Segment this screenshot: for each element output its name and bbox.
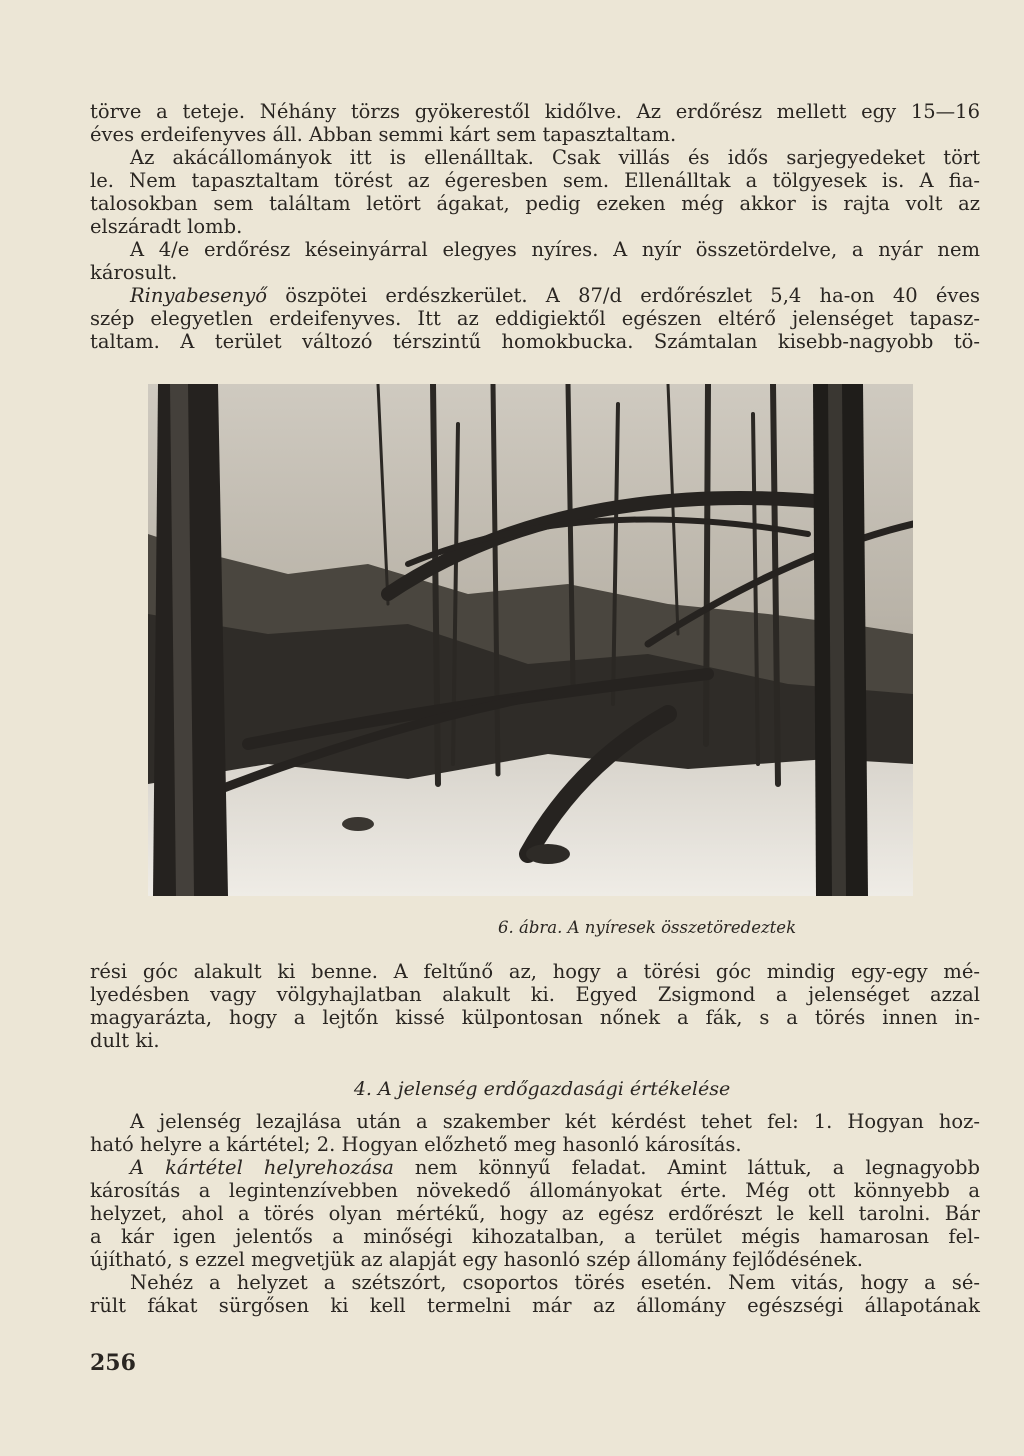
subheading-inline: A kártétel helyrehozása [130, 1156, 394, 1179]
section-heading: 4. A jelenség erdőgazdasági értékelése [353, 1078, 731, 1100]
text-line: szép elegyetlen erdeifenyves. Itt az eddigiektől egészen eltérő jelenséget tapasz- [90, 307, 980, 330]
text-line: talosokban sem találtam letört ágakat, pedig ezeken még akkor is rajta volt az [90, 192, 980, 215]
caption-number: 6. ábra. [498, 918, 563, 937]
text-line: dult ki. [90, 1029, 160, 1052]
text-line: a kár igen jelentős a minőségi kihozatalban, a terület mégis hamarosan fel- [90, 1225, 980, 1248]
text-line: le. Nem tapasztaltam törést az égeresben sem. Ellenálltak a tölgyesek is. A fia- [90, 169, 980, 192]
forest-photo [148, 384, 913, 896]
text-block-middle [90, 960, 980, 1052]
text-line: A 4/e erdőrész késeinyárral elegyes nyíres. A nyír összetördelve, a nyár nem [130, 238, 980, 261]
text-line: rési góc alakult ki benne. A feltűnő az, hogy a törési góc mindig egy-egy mé- [90, 960, 980, 983]
text-line: törve a teteje. Néhány törzs gyökerestől kidőlve. Az erdőrész mellett egy 15—16 [90, 100, 980, 123]
text-line: újítható, s ezzel megvetjük az alapját egy hasonló szép állomány fejlődésének. [90, 1248, 864, 1271]
text-line: taltam. A terület változó térszintű homokbucka. Számtalan kisebb-nagyobb tö- [90, 330, 980, 353]
text-line: károsítás a legintenzívebben növekedő állományokat érte. Még ott könnyebb a [90, 1179, 980, 1202]
text-line: rült fákat sürgősen ki kell termelni már az állomány egészségi állapotának [90, 1294, 980, 1317]
text-line: éves erdeifenyves áll. Abban semmi kárt sem tapasztaltam. [90, 123, 677, 146]
text-line [90, 1156, 980, 1179]
caption-text: A nyíresek összetöredeztek [562, 918, 797, 937]
text-fragment: öszpötei erdészkerület. A 87/d erdőrészlet 5,4 ha-on 40 éves [267, 284, 980, 307]
text-block-top [90, 100, 980, 353]
text-line: A jelenség lezajlása után a szakember két kérdést tehet fel: 1. Hogyan hoz- [130, 1110, 980, 1133]
figure-caption [498, 918, 796, 937]
text-line [90, 284, 980, 307]
text-block-bottom [90, 1110, 980, 1317]
text-line: magyarázta, hogy a lejtőn kissé külpontosan nőnek a fák, s a törés innen in- [90, 1006, 980, 1029]
figure-photo [148, 384, 913, 896]
page-number: 256 [90, 1350, 136, 1376]
text-fragment: nem könnyű feladat. Amint láttuk, a legnagyobb [393, 1156, 981, 1179]
text-line: elszáradt lomb. [90, 215, 243, 238]
text-line: helyzet, ahol a törés olyan mértékű, hogy az egész erdőrészt le kell tarolni. Bár [90, 1202, 980, 1225]
place-name: Rinyabesenyő [130, 284, 268, 307]
text-line: károsult. [90, 261, 178, 284]
text-line: Az akácállományok itt is ellenálltak. Csak villás és idős sarjegyedeket tört [130, 146, 980, 169]
text-line: lyedésben vagy völgyhajlatban alakult ki. Egyed Zsigmond a jelenséget azzal [90, 983, 980, 1006]
text-line: ható helyre a kártétel; 2. Hogyan előzhető meg hasonló károsítás. [90, 1133, 742, 1156]
text-line: Nehéz a helyzet a szétszórt, csoportos törés esetén. Nem vitás, hogy a sé- [130, 1271, 980, 1294]
